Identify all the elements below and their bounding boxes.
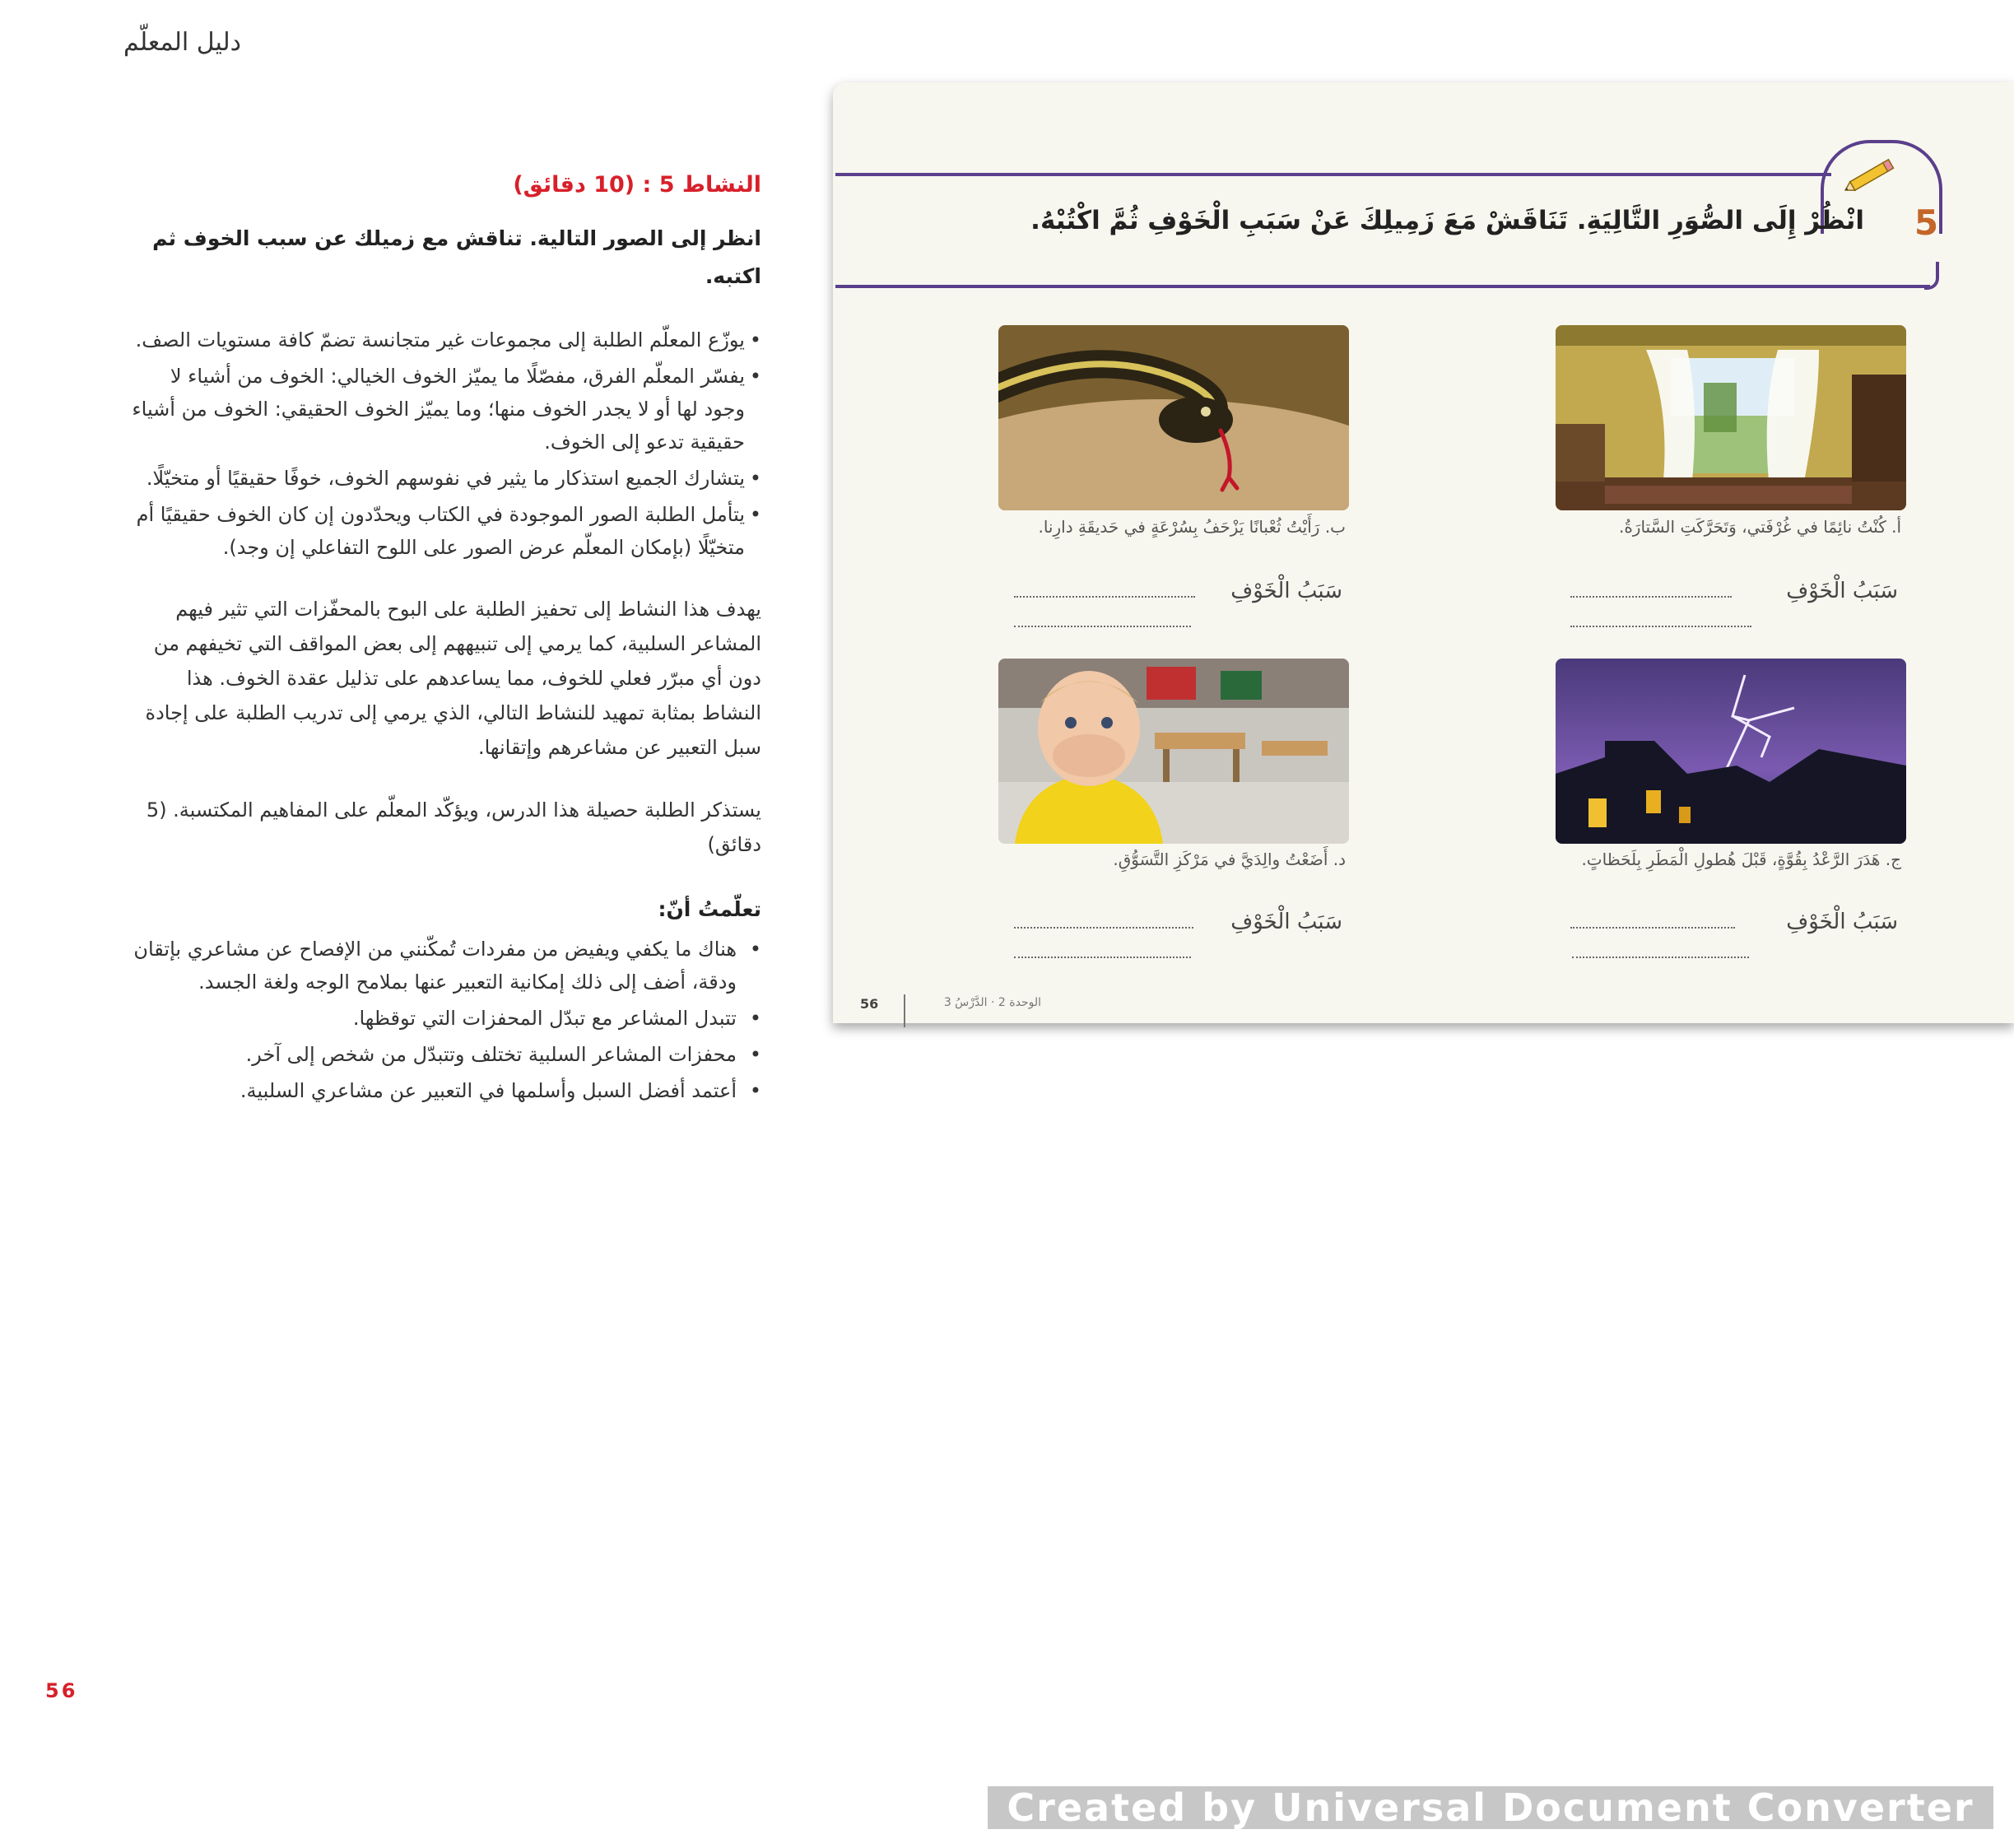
learned-title: تعلّمتُ أنّ: xyxy=(658,897,761,921)
list-item: • يوزّع المعلّم الطلبة إلى مجموعات غير متجانسة تضمّ كافة مستويات الصف. xyxy=(123,324,761,356)
watermark: Created by Universal Document Converter xyxy=(988,1786,1993,1829)
caption-a: أ. كُنْتُ نائِمًا في غُرْفَتي، وَتَحَرَّكَتِ السَّتارَةُ. xyxy=(1618,517,1901,537)
footer-divider xyxy=(904,994,905,1027)
page-number: 56 xyxy=(45,1679,78,1702)
list-item: • هناك ما يكفي ويفيض من مفردات تُمكّنني من الإفصاح عن مشاعري بإتقان ودقة، أضف إلى ذلك إمكانية التعبير عنها بملامح الوجه ولغة الجسد. xyxy=(123,933,761,998)
question-text: انْظُرْ إِلَى الصُّوَرِ التَّالِيَةِ. تَنَاقَشْ مَعَ زَمِيلِكَ عَنْ سَبَبِ الْخَوْفِ ثُمَّ اكْتُبْهُ. xyxy=(1030,206,1864,235)
learned-list xyxy=(123,933,761,1107)
question-band-top-line xyxy=(835,173,1831,176)
cause-label-d: سَبَبُ الْخَوْفِ xyxy=(1230,910,1342,934)
scared-child-photo xyxy=(998,659,1349,844)
goal-paragraph: يهدف هذا النشاط إلى تحفيز الطلبة على البوح بالمحفّزات التي تثير فيهم المشاعر السلبية، كما يرمي إلى تنبيههم إلى بعض المواقف التي تخيفهم من دون أي مبرّر فعلي للخوف، مما يساعدهم على تذليل عقدة الخوف. هذا النشاط بمثابة تمهيد للنشاط التالي، الذي يرمي إلى تدريب الطلبة على إجادة سبل التعبير عن مشاعرهم وإتقانها. xyxy=(145,598,761,759)
caption-d: د. أَضَعْتُ والِدَيَّ في مَرْكَزِ التَّسَوُّقِ. xyxy=(1113,850,1346,869)
summary-paragraph: يستذكر الطلبة حصيلة هذا الدرس، ويؤكّد المعلّم على المفاهيم المكتسبة. (5 دقائق) xyxy=(146,798,761,856)
answer-line[interactable] xyxy=(1572,957,1749,958)
list-item: • يفسّر المعلّم الفرق، مفصّلًا ما يميّز الخوف الخيالي: الخوف من أشياء لا وجود لها أو لا يجدر الخوف منها؛ وما يميّز الخوف الحقيقي: الخوف من أشياء حقيقية تدعو إلى الخوف. xyxy=(123,360,761,459)
answer-line[interactable] xyxy=(1570,927,1735,929)
question-band-bottom-line xyxy=(835,285,1930,288)
caption-c: ج. هَدَرَ الرَّعْدُ بِقُوَّةٍ، قَبْلَ هُطولِ الْمَطَرِ بِلَحَظاتٍ. xyxy=(1581,850,1901,869)
pencil-icon xyxy=(1840,150,1905,199)
window-curtain-photo xyxy=(1556,325,1906,510)
answer-line[interactable] xyxy=(1570,626,1751,627)
list-item: • تتبدل المشاعر مع تبدّل المحفزات التي توقظها. xyxy=(123,1002,761,1035)
question-number: 5 xyxy=(1914,202,1939,243)
activity-title: النشاط 5 : (10 دقائق) xyxy=(513,172,761,198)
answer-line[interactable] xyxy=(1014,927,1193,929)
cause-label-c: سَبَبُ الْخَوْفِ xyxy=(1786,910,1898,934)
answer-line[interactable] xyxy=(1014,626,1191,627)
answer-line[interactable] xyxy=(1014,957,1191,958)
lightning-photo xyxy=(1556,659,1906,844)
procedure-list xyxy=(123,324,761,564)
list-item: • محفزات المشاعر السلبية تختلف وتتبدّل من شخص إلى آخر. xyxy=(123,1038,761,1071)
teacher-guide-column xyxy=(123,169,761,1110)
snake-photo xyxy=(998,325,1349,510)
caption-b: ب. رَأَيْتُ ثُعْبانًا يَزْحَفُ بِسُرْعَةٍ في حَديقَةِ دارِنا. xyxy=(1038,517,1346,537)
textbook-unit-label: الوحدة 2 · الدَّرْسُ 3 xyxy=(943,996,1041,1009)
answer-line[interactable] xyxy=(1014,596,1195,598)
cause-label-a: سَبَبُ الْخَوْفِ xyxy=(1786,579,1898,603)
guide-title: دليل المعلّم xyxy=(123,28,241,57)
textbook-page-number: 56 xyxy=(860,996,879,1012)
list-item: • أعتمد أفضل السبل وأسلمها في التعبير عن مشاعري السلبية. xyxy=(123,1074,761,1107)
list-item: • يتأمل الطلبة الصور الموجودة في الكتاب ويحدّدون إن كان الخوف حقيقيًا أم متخيّلًا (بإمكان المعلّم عرض الصور على اللوح التفاعلي إن وجد). xyxy=(123,498,761,564)
answer-line[interactable] xyxy=(1570,596,1732,598)
list-item: • يتشارك الجميع استذكار ما يثير في نفوسهم الخوف، خوفًا حقيقيًا أو متخيّلًا. xyxy=(123,462,761,495)
activity-instruction: انظر إلى الصور التالية. تناقش مع زميلك عن سبب الخوف ثم اكتبه. xyxy=(152,226,761,288)
cause-label-b: سَبَبُ الْخَوْفِ xyxy=(1230,579,1342,603)
